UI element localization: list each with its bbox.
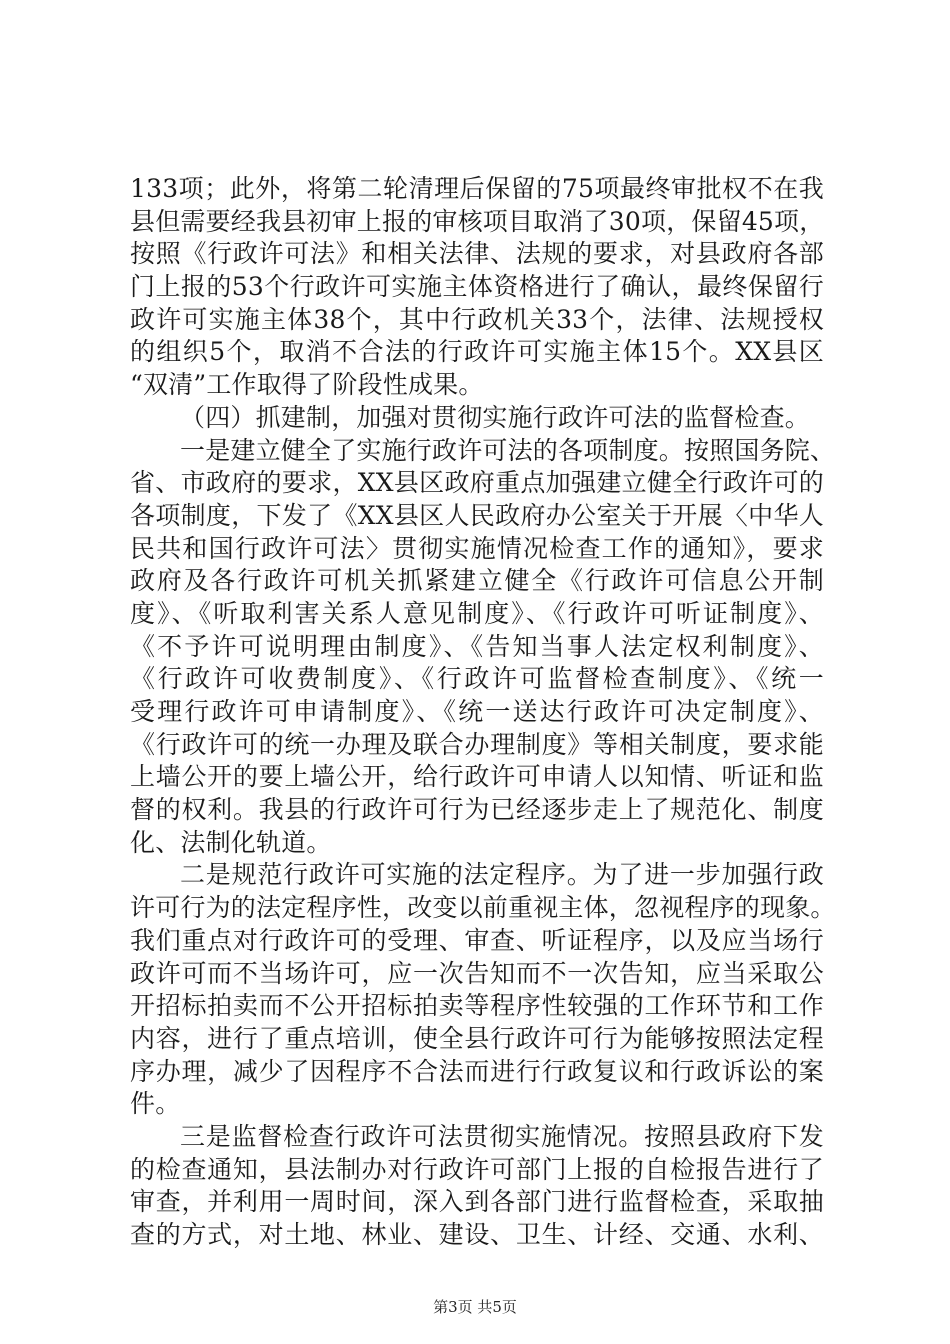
text-line: 许可行为的法定程序性，改变以前重视主体，忽视程序的现象。 — [130, 893, 836, 923]
text-line: 各项制度，下发了《XX县区人民政府办公室关于开展〈中华人 — [130, 500, 824, 530]
text-line: 133项；此外，将第二轮清理后保留的75项最终审批权不在我 — [130, 174, 824, 203]
text-line: 开招标拍卖而不公开招标拍卖等程序性较强的工作环节和工作 — [130, 991, 824, 1021]
text-line: 三是监督检查行政许可法贯彻实施情况。按照县政府下发 — [180, 1121, 824, 1151]
text-line: 《不予许可说明理由制度》、《告知当事人法定权利制度》、 — [130, 631, 824, 661]
text-line: 度》、《听取利害关系人意见制度》、《行政许可听证制度》、 — [130, 598, 824, 628]
text-line: 政许可实施主体38个，其中行政机关33个，法律、法规授权 — [130, 304, 824, 334]
text-line: 内容，进行了重点培训，使全县行政许可行为能够按照法定程 — [130, 1023, 824, 1053]
body-text — [130, 173, 836, 1252]
text-line: 《行政许可收费制度》、《行政许可监督检查制度》、《统一 — [130, 664, 824, 694]
text-line: 政府及各行政许可机关抓紧建立健全《行政许可信息公开制 — [130, 566, 824, 596]
text-line: 按照《行政许可法》和相关法律、法规的要求，对县政府各部 — [130, 239, 824, 269]
text-line: 化、法制化轨道。 — [130, 827, 332, 857]
text-line: 序办理，减少了因程序不合法而进行行政复议和行政诉讼的案 — [130, 1056, 824, 1086]
text-line: 民共和国行政许可法〉贯彻实施情况检查工作的通知》，要求 — [130, 533, 824, 563]
text-line: 省、市政府的要求，XX县区政府重点加强建立健全行政许可的 — [130, 468, 824, 498]
text-line: 《行政许可的统一办理及联合办理制度》等相关制度，要求能 — [130, 729, 824, 759]
text-line: 审查，并利用一周时间，深入到各部门进行监督检查，采取抽 — [130, 1187, 824, 1217]
text-line: 查的方式，对土地、林业、建设、卫生、计经、交通、水利、 — [130, 1220, 824, 1249]
text-line: 一是建立健全了实施行政许可法的各项制度。按照国务院、 — [180, 435, 836, 465]
text-line: 县但需要经我县初审上报的审核项目取消了30项，保留45项， — [130, 206, 825, 236]
text-line: 门上报的53个行政许可实施主体资格进行了确认，最终保留行 — [130, 272, 824, 302]
text-line: 政许可而不当场许可，应一次告知而不一次告知，应当采取公 — [130, 958, 824, 988]
text-line: （四）抓建制，加强对贯彻实施行政许可法的监督检查。 — [180, 402, 811, 432]
text-line: “双清”工作取得了阶段性成果。 — [130, 370, 484, 400]
text-line: 的检查通知，县法制办对行政许可部门上报的自检报告进行了 — [130, 1154, 824, 1184]
text-line: 的组织5个，取消不合法的行政许可实施主体15个。XX县区 — [130, 337, 824, 367]
text-line: 我们重点对行政许可的受理、审查、听证程序，以及应当场行 — [130, 925, 824, 955]
text-line: 二是规范行政许可实施的法定程序。为了进一步加强行政 — [180, 860, 824, 890]
text-line: 上墙公开的要上墙公开，给行政许可申请人以知情、听证和监 — [130, 762, 824, 792]
text-line: 受理行政许可申请制度》、《统一送达行政许可决定制度》、 — [130, 697, 824, 726]
page-footer: 第3页 共5页 — [433, 1298, 517, 1316]
text-line: 督的权利。我县的行政许可行为已经逐步走上了规范化、制度 — [130, 795, 824, 825]
text-line: 件。 — [130, 1089, 181, 1119]
